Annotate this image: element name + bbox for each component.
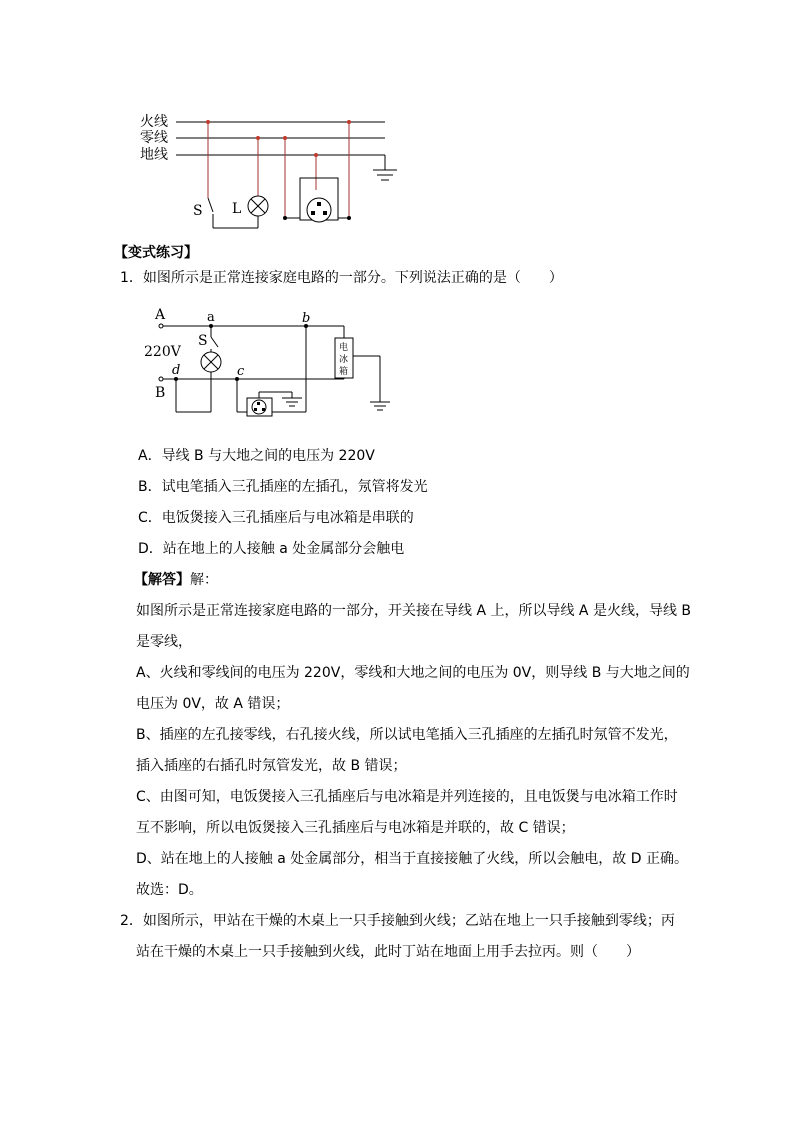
live-wire-label: 火线 [140,114,168,130]
answer-heading-label: 【解答】 [134,572,190,588]
label-S: S [198,333,208,349]
label-c: c [237,364,245,379]
analysis-line: D、站在地上的人接触 a 处金属部分，相当于直接接触了火线，所以会触电，故 D 正确。 [136,851,688,867]
answer-heading-suffix: 解： [190,572,218,588]
fridge-char-1: 电 [339,343,349,353]
switch-label: S [193,203,203,219]
label-a: a [207,310,215,325]
q1-stem: 1．如图所示是正常连接家庭电路的一部分。下列说法正确的是（ ） [120,270,563,286]
fridge-circuit-diagram [0,0,794,430]
analysis-line: B、插座的左孔接零线，右孔接火线，所以试电笔插入三孔插座的左插孔时氖管不发光， [136,727,678,743]
voltage-label: 220V [144,344,181,360]
label-b: b [302,311,311,326]
neutral-wire-label: 零线 [140,130,168,146]
lamp-label: L [232,201,242,217]
analysis-line: 互不影响，所以电饭煲接入三孔插座后与电冰箱是并联的，故 C 错误； [136,820,575,836]
label-A: A [155,307,166,323]
section-title: 【变式练习】 [114,245,198,261]
fridge-char-2: 冰 [339,355,349,365]
analysis-line: C、由图可知，电饭煲接入三孔插座后与电冰箱是并列连接的，且电饭煲与电冰箱工作时 [136,789,678,805]
option-c: C．电饭煲接入三孔插座后与电冰箱是串联的 [138,510,414,526]
ground-wire-label: 地线 [140,147,168,163]
analysis-line: 插入插座的右插孔时氖管发光，故 B 错误； [136,758,407,774]
analysis-line: 故选：D。 [136,882,203,898]
option-b: B．试电笔插入三孔插座的左插孔，氖管将发光 [138,479,428,495]
analysis-line: A、火线和零线间的电压为 220V，零线和大地之间的电压为 0V，则导线 B 与大地之间的 [136,665,690,681]
answer-heading [134,570,218,590]
analysis-line: 是零线， [136,634,192,650]
q2-line: 站在干燥的木桌上一只手接触到火线，此时丁站在地面上用手去拉丙。则（ ） [136,944,640,960]
option-a: A．导线 B 与大地之间的电压为 220V [138,448,375,464]
fridge-char-3: 箱 [339,367,349,377]
label-B: B [155,385,166,401]
analysis-line: 如图所示是正常连接家庭电路的一部分，开关接在导线 A 上，所以导线 A 是火线，导线 B [136,603,692,619]
analysis-line: 电压为 0V，故 A 错误； [136,696,290,712]
label-d: d [172,363,181,378]
q2-line: 2．如图所示，甲站在干燥的木桌上一只手接触到火线；乙站在地上一只手接触到零线；丙 [120,913,675,929]
option-d: D．站在地上的人接触 a 处金属部分会触电 [138,541,405,557]
